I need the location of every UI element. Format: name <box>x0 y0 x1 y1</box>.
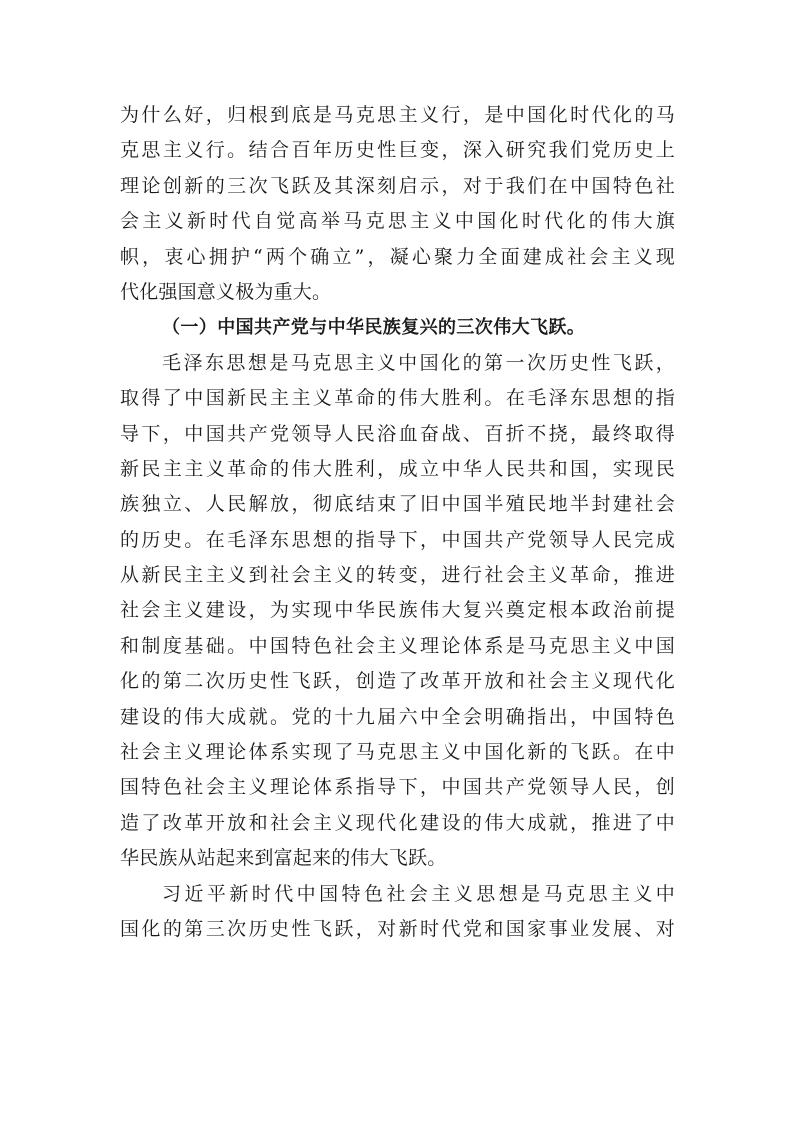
section-heading: （一）中国共产党与中华民族复兴的三次伟大飞跃。 <box>162 317 586 339</box>
text-line: 导下，中国共产党领导人民浴血奋战、百折不挠，最终取得 <box>120 422 675 445</box>
document-body <box>120 98 675 947</box>
text-line: 造了改革开放和社会主义现代化建设的伟大成就，推进了中 <box>120 811 675 834</box>
text-line: 和制度基础。中国特色社会主义理论体系是马克思主义中国 <box>120 634 675 657</box>
text-line: 从新民主主义到社会主义的转变，进行社会主义革命，推进 <box>120 564 675 587</box>
text-line: 理论创新的三次飞跃及其深刻启示，对于我们在中国特色社 <box>120 174 675 197</box>
text-line: 华民族从站起来到富起来的伟大飞跃。 <box>120 847 447 870</box>
text-line: 克思主义行。结合百年历史性巨变，深入研究我们党历史上 <box>120 139 675 162</box>
text-line: 习近平新时代中国特色社会主义思想是马克思主义中 <box>162 882 675 905</box>
text-line: 的历史。在毛泽东思想的指导下，中国共产党领导人民完成 <box>120 528 675 551</box>
text-line: 建设的伟大成就。党的十九届六中全会明确指出，中国特色 <box>120 705 675 728</box>
text-line: 国特色社会主义理论体系指导下，中国共产党领导人民，创 <box>120 776 675 799</box>
paragraph-three-leaps <box>120 346 675 877</box>
text-line: 国化的第三次历史性飞跃，对新时代党和国家事业发展、对 <box>120 917 675 940</box>
paragraph-xi-thought <box>120 877 675 948</box>
text-line: 新民主主义革命的伟大胜利，成立中华人民共和国，实现民 <box>120 457 675 480</box>
text-line: 会主义新时代自觉高举马克思主义中国化时代化的伟大旗 <box>120 210 675 233</box>
text-line: 化的第二次历史性飞跃，创造了改革开放和社会主义现代化 <box>120 670 675 693</box>
text-line: 取得了中国新民主主义革命的伟大胜利。在毛泽东思想的指 <box>120 387 675 410</box>
text-line: 代化强国意义极为重大。 <box>120 280 332 303</box>
paragraph-intro <box>120 98 675 310</box>
text-line: 社会主义建设，为实现中华民族伟大复兴奠定根本政治前提 <box>120 599 675 622</box>
text-line: 为什么好，归根到底是马克思主义行，是中国化时代化的马 <box>120 104 675 126</box>
text-line: 毛泽东思想是马克思主义中国化的第一次历史性飞跃， <box>162 351 675 374</box>
text-line: 社会主义理论体系实现了马克思主义中国化新的飞跃。在中 <box>120 741 675 764</box>
text-line: 帜，衷心拥护“两个确立”，凝心聚力全面建成社会主义现 <box>120 245 675 268</box>
text-line: 族独立、人民解放，彻底结束了旧中国半殖民地半封建社会 <box>120 493 675 516</box>
